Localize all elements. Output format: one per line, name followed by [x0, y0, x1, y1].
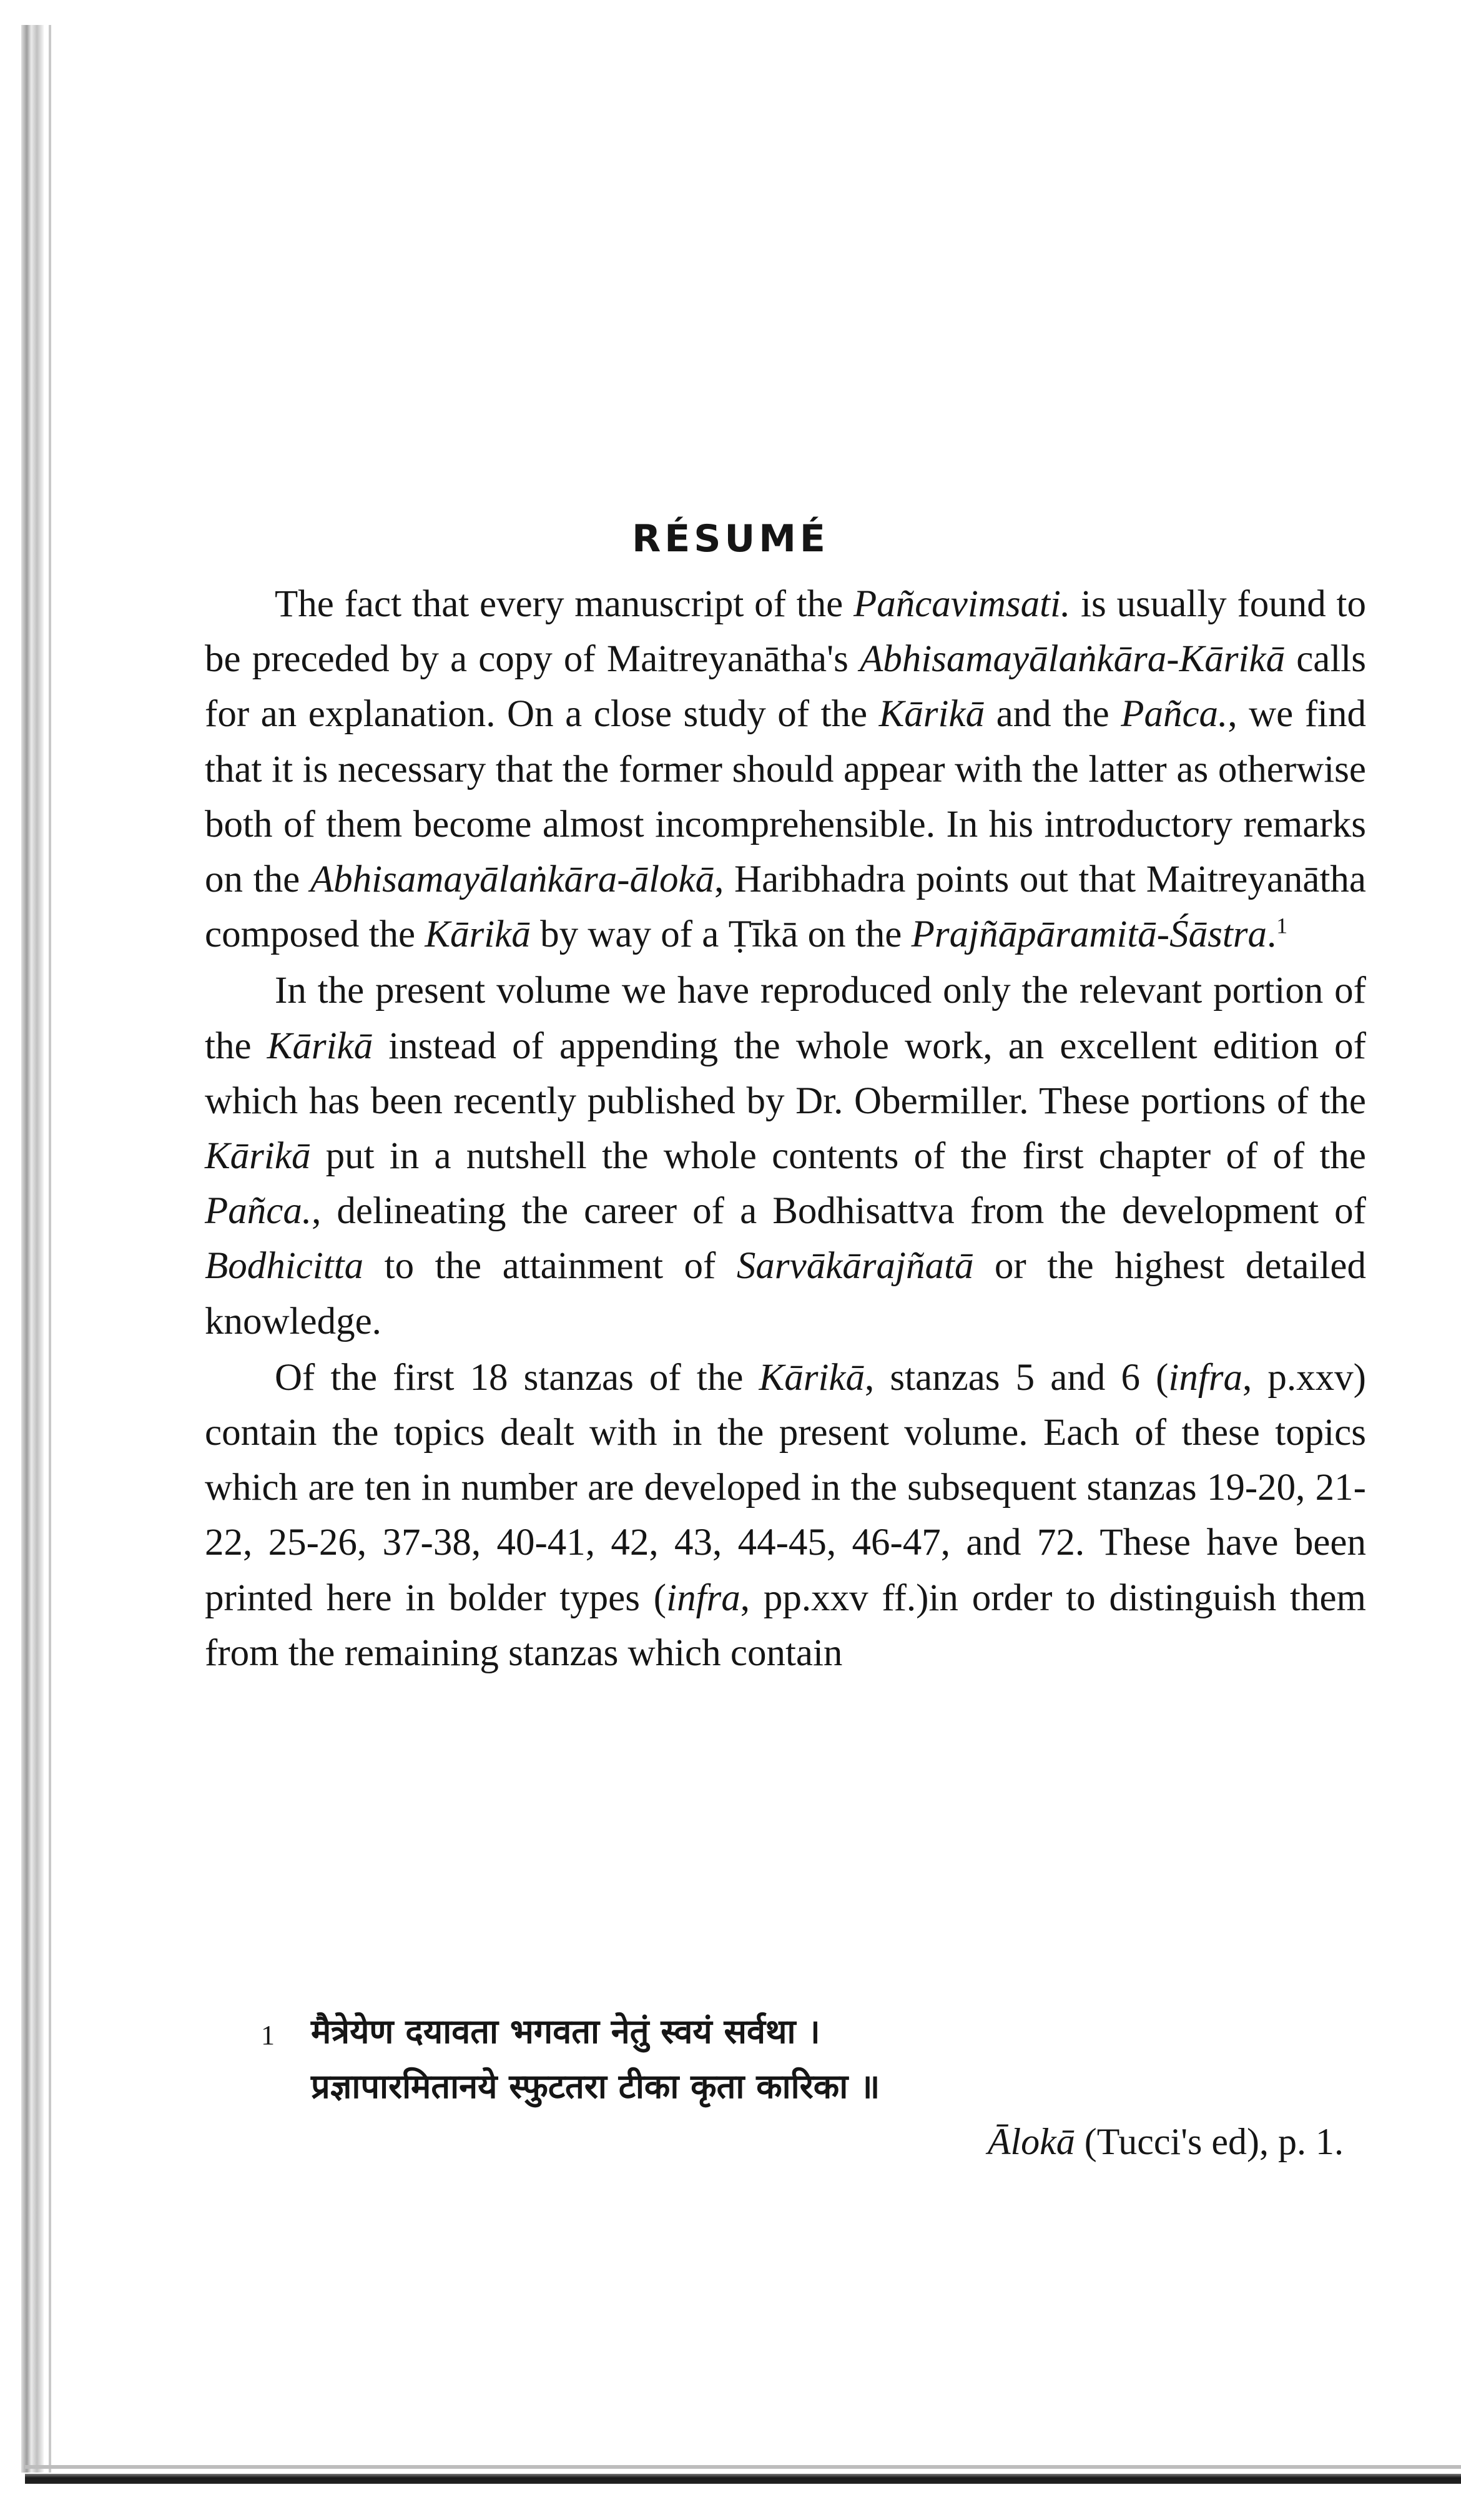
text-run: , p.xxv) contain the topics dealt with in the present volume. Each of these topics which are ten in number are developed in the subsequent stanzas 19-20, 21-22, 25-26, 37-38, 40-41, 42, 43, 44-45, 46-47, and 72. These have been printed here in bolder types ( — [205, 1356, 1366, 1619]
text-run: . — [1267, 913, 1277, 956]
italic-term: Pañcavimsati. — [853, 583, 1071, 625]
text-run: In the present volume we have reproduced only the relevant portion of the — [205, 970, 1366, 1067]
text-run: or the highest detailed knowledge. — [205, 1245, 1366, 1342]
source-title: Ālokā — [987, 2121, 1075, 2162]
text-run: , stanzas 5 and 6 ( — [864, 1356, 1169, 1399]
text-run: , Haribhadra points out that Maitreyanātha composed the — [205, 859, 1366, 956]
italic-term: Pañca. — [1121, 693, 1228, 736]
body-text — [205, 577, 1366, 1681]
scan-edge-line — [49, 25, 51, 2473]
italic-term: Abhisamayālaṅkāra-ālokā — [310, 859, 715, 901]
sanskrit-verse-line-1: मैत्रेयेण दयावता भगवता नेतुं स्वयं सर्वथा । — [311, 2012, 820, 2051]
text-run: , pp.xxv ff.)in order to distinguish them from the remaining stanzas which contain — [205, 1577, 1366, 1674]
text-run: , delineating the career of a Bodhisattva from the development of — [312, 1190, 1366, 1233]
footnote — [261, 2004, 1366, 2169]
scan-bottom-edge — [25, 2474, 1461, 2484]
italic-term: infra — [1168, 1356, 1243, 1399]
scan-binding-edge — [21, 25, 44, 2473]
italic-term: Kārikā — [205, 1135, 311, 1178]
text-run: Of the first 18 stanzas of the — [275, 1356, 759, 1399]
italic-term: Kārikā — [425, 913, 531, 956]
text-run: , we find that it is necessary that the former should appear with the latter as otherwise both of them become almost incomprehensible. In his introductory remarks on the — [205, 693, 1366, 901]
sanskrit-verse-line-2: प्रज्ञापारमितानये स्फुटतरा टीका कृता कारिका ॥ — [311, 2067, 880, 2106]
text-run: by way of a Ṭīkā on the — [530, 913, 912, 956]
paragraph-3 — [205, 1351, 1366, 1681]
italic-term: Kārikā — [759, 1356, 865, 1399]
italic-term: infra — [666, 1577, 740, 1619]
footnote-marker: 1 — [261, 2020, 275, 2050]
italic-term: Sarvākārajñatā — [736, 1245, 974, 1287]
footnote-source — [311, 2114, 1366, 2169]
text-run: instead of appending the whole work, an excellent edition of which has been recently published by Dr. Obermiller. These portions of the — [205, 1025, 1367, 1122]
italic-term: Kārikā — [878, 693, 985, 736]
source-citation: (Tucci's ed), p. 1. — [1075, 2121, 1344, 2162]
text-run: put in a nutshell the whole contents of the first chapter of of the — [310, 1135, 1366, 1178]
footnote-reference: 1 — [1276, 913, 1288, 938]
italic-term: Pañca. — [205, 1190, 312, 1233]
text-run: to the attainment of — [363, 1245, 737, 1287]
scan-bottom-shadow — [25, 2465, 1461, 2469]
text-run: and the — [985, 693, 1121, 736]
italic-term: Prajñāpāramitā-Śāstra — [911, 913, 1267, 956]
paragraph-2 — [205, 963, 1366, 1349]
italic-term: Kārikā — [267, 1025, 373, 1067]
italic-term: Bodhicitta — [205, 1245, 364, 1287]
italic-term: Abhisamayālaṅkāra-Kārikā — [859, 638, 1286, 681]
page-title: RÉSUMÉ — [632, 517, 829, 561]
paragraph-1 — [205, 577, 1366, 962]
text-run: calls for an explanation. On a close study of the — [205, 638, 1366, 736]
text-run: is usually found to be preceded by a copy of Maitreyanātha's — [205, 583, 1366, 681]
text-run: The fact that every manuscript of the — [275, 583, 853, 625]
